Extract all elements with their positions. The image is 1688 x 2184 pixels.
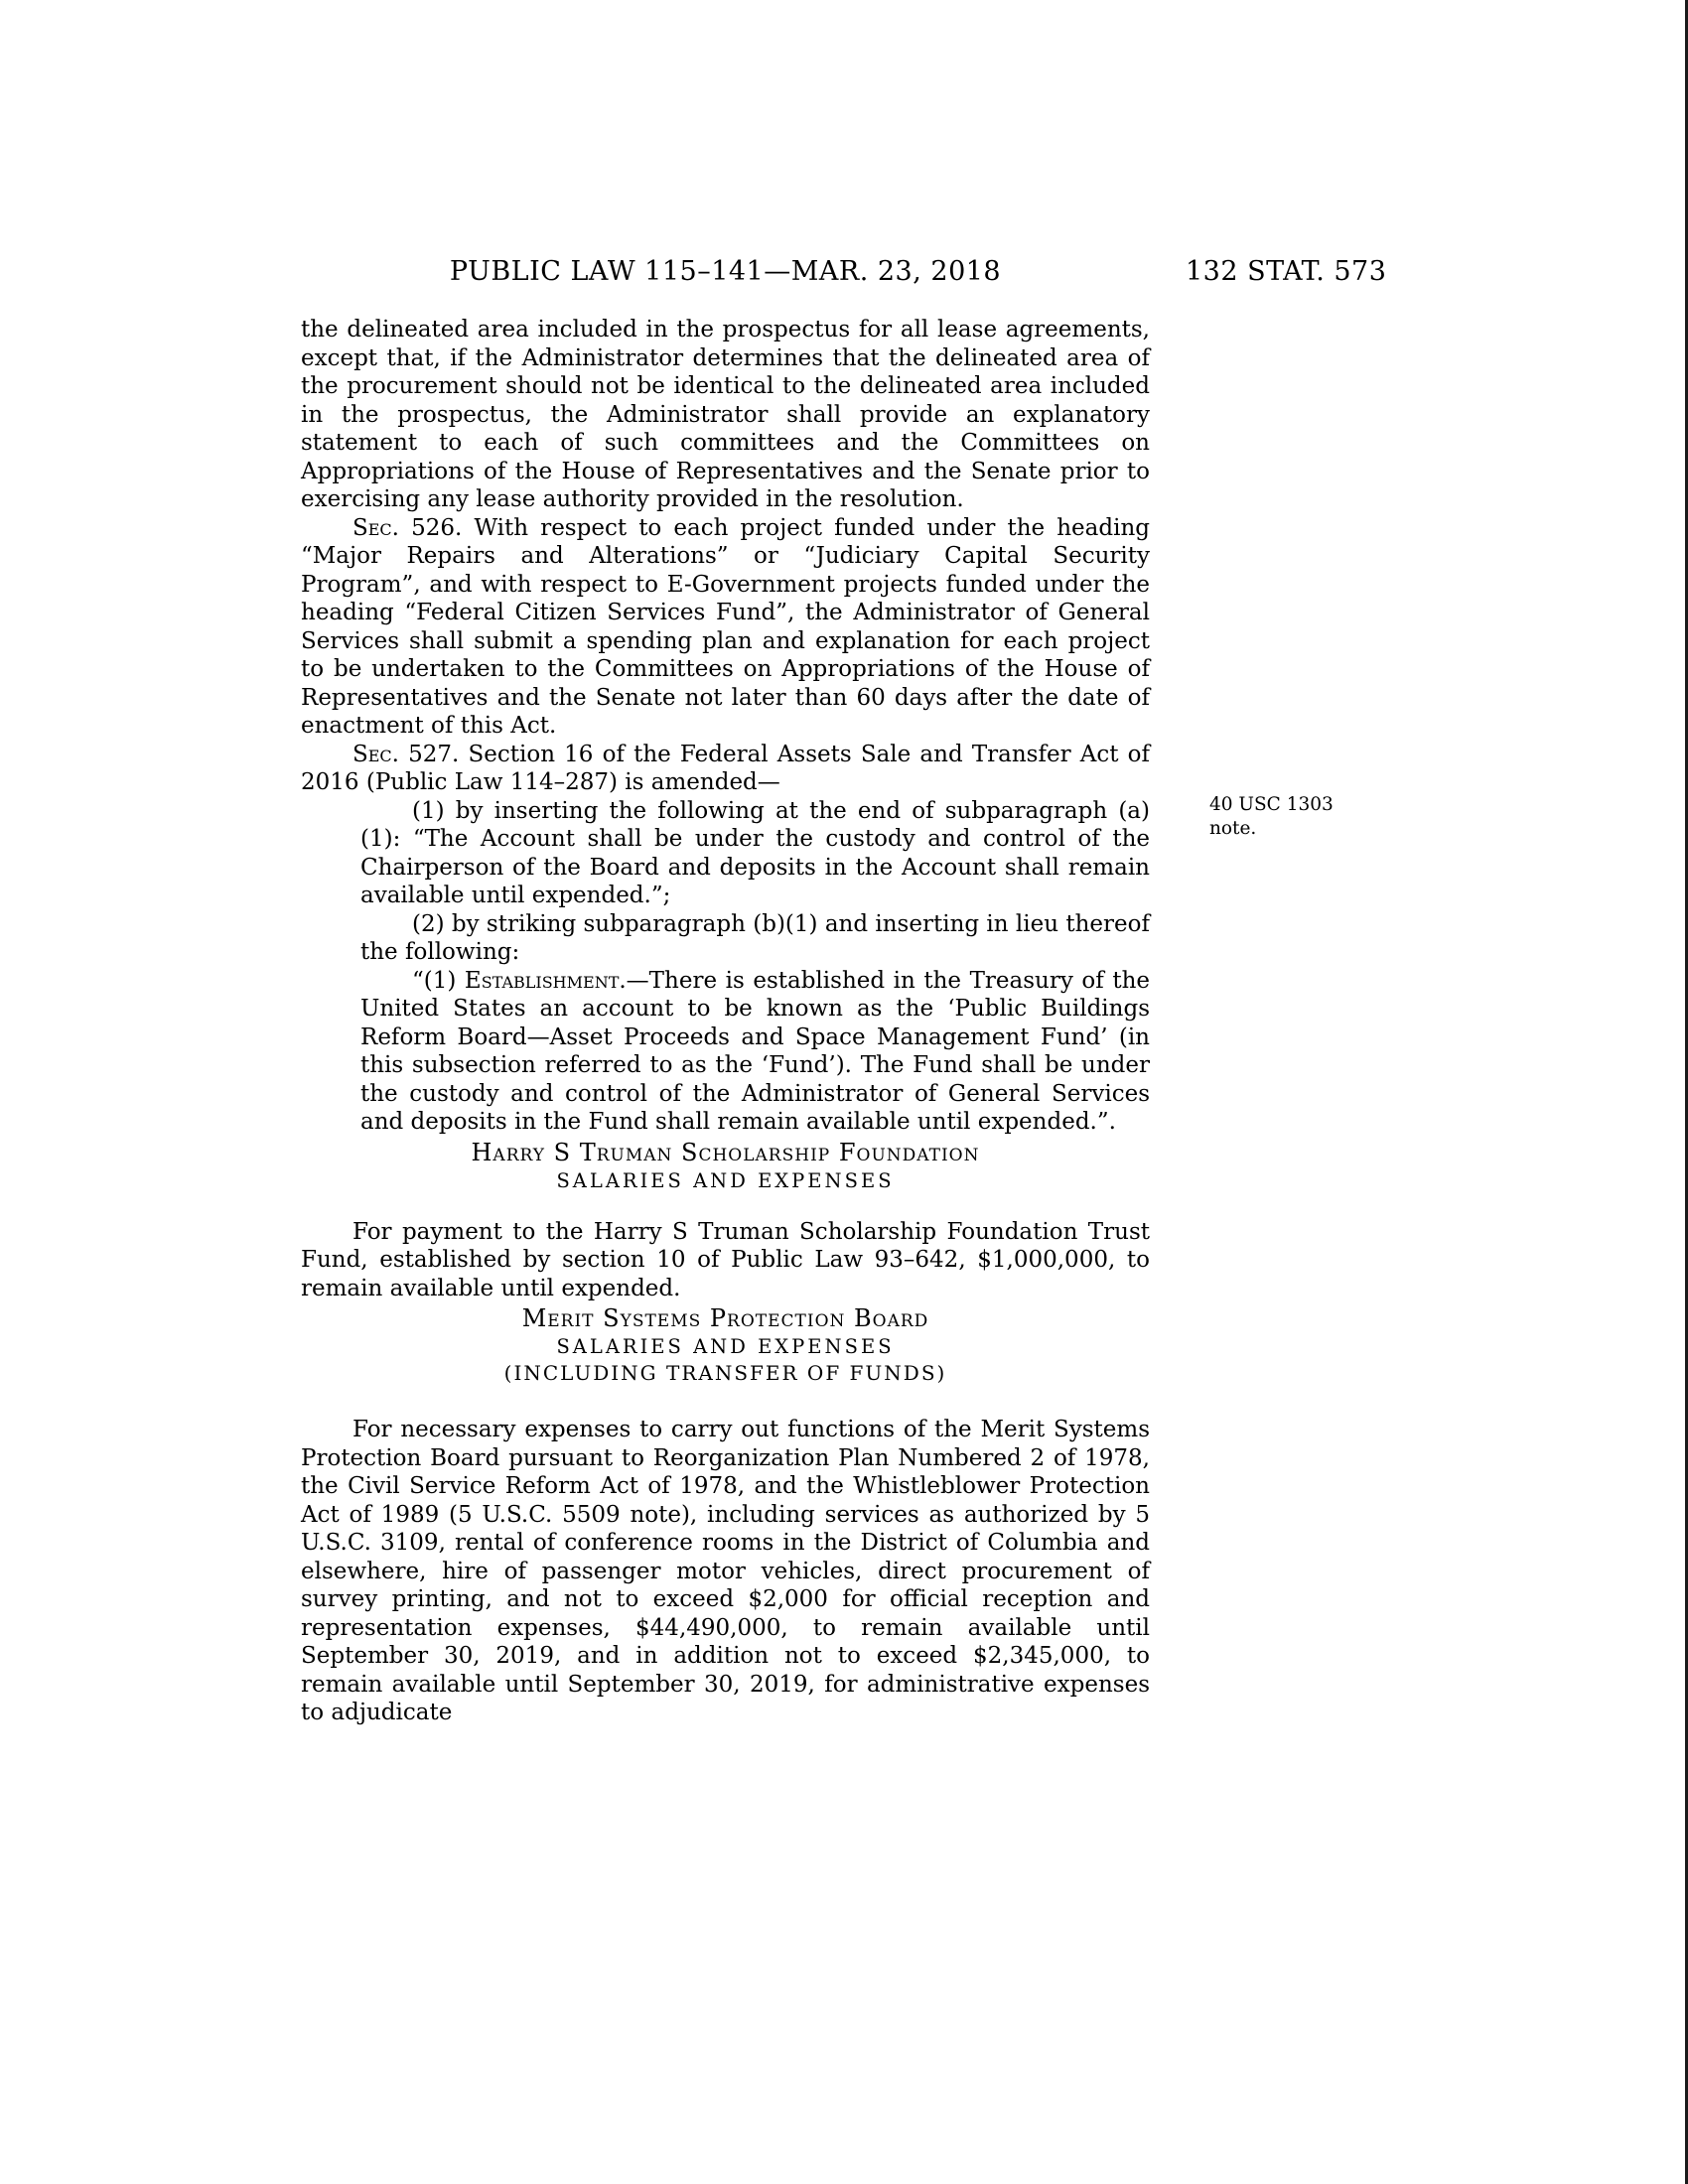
continuation-paragraph	[301, 316, 1150, 514]
mspb-heading-text: Merit Systems Protection Board	[521, 1304, 929, 1332]
truman-appropriation-paragraph	[301, 1218, 1150, 1303]
sec-527-clause-1	[360, 797, 1150, 910]
mspb-appropriation-paragraph-text: For necessary expenses to carry out functions of the Merit Systems Protection Board pursuant to Reorganization Plan Numbered 2 of 1978, the Civil Service Reform Act of 1978, and the Whistleblower Protection Act of 1989 (5 U.S.C. 5509 note), including services as authorized by 5 U.S.C. 3109, rental of conference rooms in the District of Columbia and elsewhere, hire of passenger motor vehicles, direct procurement of survey printing, and not to exceed $2,000 for official reception and representation expenses, $44,490,000, to remain available until September 30, 2019, and in addition not to exceed $2,345,000, to remain available until September 30, 2019, for administrative expenses to adjudicate	[301, 1417, 1150, 1725]
truman-appropriation-paragraph-text: For payment to the Harry S Truman Scholarship Foundation Trust Fund, established by section 10 of Public Law 93–642, $1,000,000, to remain available until expended.	[301, 1218, 1150, 1301]
sec-527-clause-2	[360, 910, 1150, 967]
mspb-appropriation-paragraph	[301, 1416, 1150, 1727]
continuation-paragraph-text: the delineated area included in the prospectus for all lease agreements, except that, if the Administrator determines that the delineated area of the procurement should not be identical to the delineated area included in the prospectus, the Administrator shall provide an explanatory statement to each of such committees and the Committees on Appropriations of the House of Representatives and the Senate prior to exercising any lease authority provided in the resolution.	[301, 317, 1150, 512]
mspb-heading	[301, 1302, 1150, 1334]
truman-foundation-heading	[301, 1137, 1150, 1168]
header-law-title: PUBLIC LAW 115–141—MAR. 23, 2018	[449, 256, 1002, 287]
sec-527-paragraph-text: Sec.	[352, 741, 399, 767]
truman-salaries-heading-text: SALARIES AND EXPENSES	[556, 1168, 895, 1192]
header-stat-page-number: 132 STAT. 573	[1186, 256, 1387, 287]
sec-527-paragraph-text: 527. Section 16 of the Federal Assets Sale and Transfer Act of 2016 (Public Law 114–287) is amended—	[301, 741, 1150, 795]
mspb-transfer-heading	[301, 1360, 1150, 1386]
truman-foundation-heading-text: Harry S Truman Scholarship Foundation	[471, 1138, 980, 1166]
establishment-paragraph-text: Establishment	[464, 967, 620, 994]
sec-526-paragraph	[301, 514, 1150, 741]
truman-salaries-heading	[301, 1168, 1150, 1194]
mspb-salaries-heading-text: SALARIES AND EXPENSES	[556, 1335, 895, 1358]
establishment-paragraph-text: “(1)	[412, 967, 465, 994]
margin-note-usc-citation: 40 USC 1303 note.	[1209, 794, 1334, 839]
mspb-transfer-heading-text: (INCLUDING TRANSFER OF FUNDS)	[503, 1361, 947, 1385]
sec-527-clause-1-text: (1) by inserting the following at the end of subparagraph (a)(1): “The Account shall be under the custody and control of the Chairperson of the Board and deposits in the Account shall remain available until expended.”;	[360, 797, 1150, 908]
sec-526-paragraph-text: Sec.	[352, 514, 399, 541]
statute-body	[301, 316, 1150, 1727]
sec-527-clause-2-text: (2) by striking subparagraph (b)(1) and inserting in lieu thereof the following:	[360, 910, 1150, 965]
sec-527-paragraph	[301, 741, 1150, 797]
mspb-salaries-heading	[301, 1334, 1150, 1360]
establishment-paragraph-text: .—There is established in the Treasury of the United States an account to be known as the ‘Public Buildings Reform Board—Asset Proceeds and Space Management Fund’ (in this subsection referred to as the ‘Fund’). The Fund shall be under the custody and control of the Administrator of General Services and deposits in the Fund shall remain available until expended.”.	[360, 967, 1150, 1135]
establishment-paragraph	[360, 967, 1150, 1137]
sec-526-paragraph-text: 526. With respect to each project funded under the heading “Major Repairs and Alterations” or “Judiciary Capital Security Program”, and with respect to E-Government projects funded under the heading “Federal Citizen Services Fund”, the Administrator of General Services shall submit a spending plan and explanation for each project to be undertaken to the Committees on Appropriations of the House of Representatives and the Senate not later than 60 days after the date of enactment of this Act.	[301, 514, 1150, 739]
